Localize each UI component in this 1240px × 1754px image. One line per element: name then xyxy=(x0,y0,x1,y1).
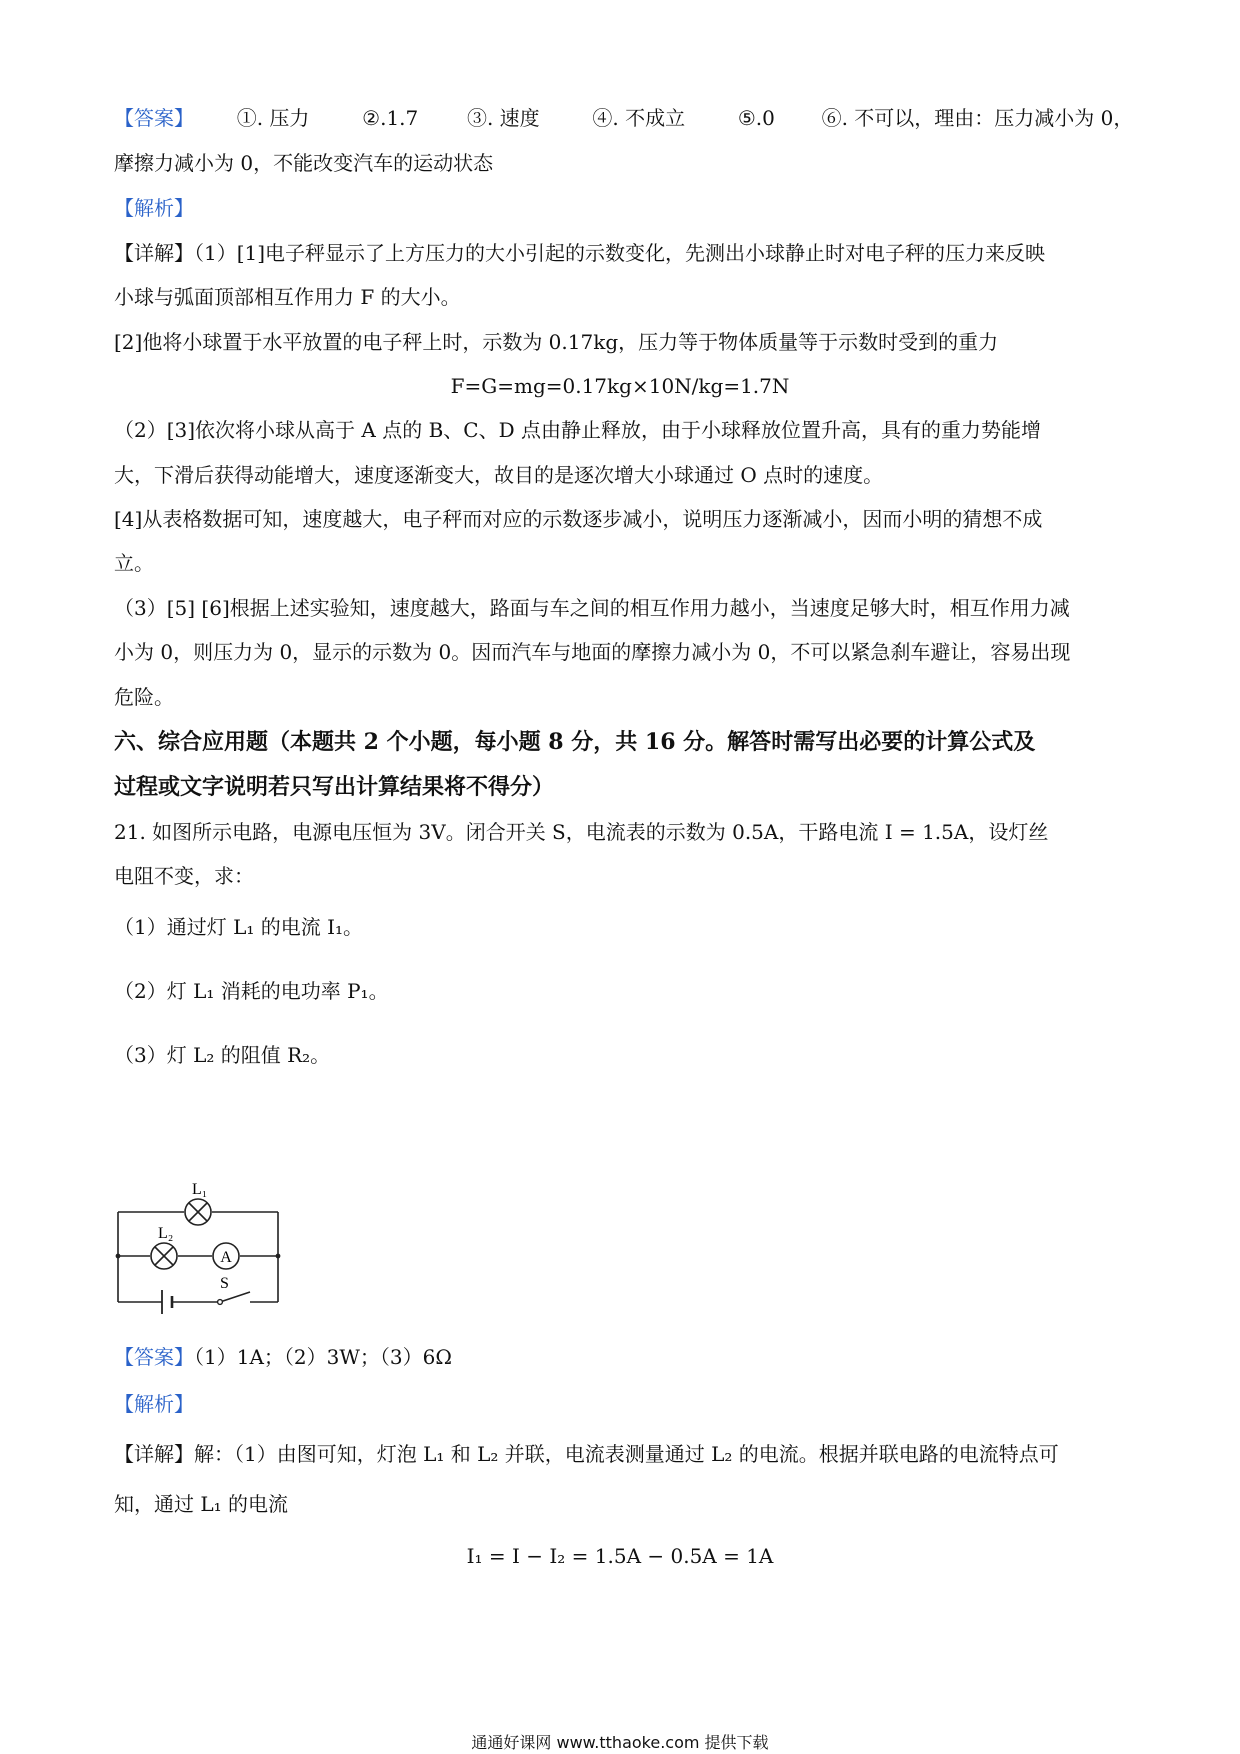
answer-item-6: ⑥. 不可以，理由：压力减小为 0， xyxy=(821,106,1134,130)
section-heading-line-2: 过程或文字说明若只写出计算结果将不得分） xyxy=(114,774,555,800)
detail-21-line-2: 知，通过 L₁ 的电流 xyxy=(114,1492,289,1516)
answer-item-1: ①. 压力 xyxy=(236,106,310,130)
detail-line-3: [2]他将小球置于水平放置的电子秤上时，示数为 0.17kg，压力等于物体质量等于示数时受到的重力 xyxy=(114,330,999,354)
detail-line-5: 大，下滑后获得动能增大，速度逐渐变大，故目的是逐次增大小球通过 O 点时的速度。 xyxy=(114,463,884,487)
answer-line xyxy=(114,106,1133,130)
section-heading-line-1: 六、综合应用题（本题共 2 个小题，每小题 8 分，共 16 分。解答时需写出必要的计算公式及 xyxy=(114,729,1036,755)
detail-21-line-1: 【详解】解：（1）由图可知，灯泡 L₁ 和 L₂ 并联，电流表测量通过 L₂ 的电流。根据并联电路的电流特点可 xyxy=(114,1442,1059,1466)
answer-21-text: （1）1A；（2）3W；（3）6Ω xyxy=(194,1345,452,1369)
detail-line-4: （2）[3]依次将小球从高于 A 点的 B、C、D 点由静止释放，由于小球释放位置升高，具有的重力势能增 xyxy=(114,418,1041,442)
detail-line-2: 小球与弧面顶部相互作用力 F 的大小。 xyxy=(114,285,461,309)
ammeter-label: A xyxy=(220,1249,232,1266)
lamp-l1-label: L₁ xyxy=(192,1181,208,1198)
lamp-l1-icon xyxy=(185,1199,211,1225)
detail-line-1: 【详解】（1）[1]电子秤显示了上方压力的大小引起的示数变化，先测出小球静止时对电子秤的压力来反映 xyxy=(114,241,1046,265)
question-21-line-1: 21. 如图所示电路，电源电压恒为 3V。闭合开关 S，电流表的示数为 0.5A，干路电流 I = 1.5A，设灯丝 xyxy=(114,820,1049,844)
page-footer: 通通好课网 www.tthaoke.com 提供下载 xyxy=(471,1733,769,1752)
current-formula: I₁ = I − I₂ = 1.5A − 0.5A = 1A xyxy=(466,1544,774,1568)
detail-line-10: 危险。 xyxy=(114,685,174,709)
lamp-l2-label: L₂ xyxy=(158,1225,174,1242)
lamp-l2-icon xyxy=(151,1243,177,1269)
gravity-formula: F=G=mg=0.17kg×10N/kg=1.7N xyxy=(450,374,790,398)
analysis-tag-21: 【解析】 xyxy=(114,1392,194,1416)
analysis-tag: 【解析】 xyxy=(114,196,194,220)
detail-line-6: [4]从表格数据可知，速度越大，电子秤而对应的示数逐步减小，说明压力逐渐减小，因而小明的猜想不成 xyxy=(114,507,1043,531)
answer-item-3: ③. 速度 xyxy=(466,106,540,130)
answer-item-2: ②.1.7 xyxy=(362,106,419,130)
sub-question-3: （3）灯 L₂ 的阻值 R₂。 xyxy=(114,1043,331,1067)
question-21-line-2: 电阻不变，求： xyxy=(114,864,254,888)
sub-question-2: （2）灯 L₁ 消耗的电功率 P₁。 xyxy=(114,979,389,1003)
detail-line-7: 立。 xyxy=(114,551,154,575)
ammeter-icon xyxy=(213,1243,239,1269)
answer-tag: 【答案】 xyxy=(114,106,194,130)
answer-item-5: ⑤.0 xyxy=(737,106,775,130)
detail-line-9: 小为 0，则压力为 0，显示的示数为 0。因而汽车与地面的摩擦力减小为 0，不可以紧急刹车避让，容易出现 xyxy=(114,640,1071,664)
circuit-diagram xyxy=(100,1170,300,1320)
answer-21-line xyxy=(114,1345,452,1369)
answer-21-tag: 【答案】 xyxy=(114,1345,194,1369)
switch-label: S xyxy=(220,1275,229,1292)
sub-question-1: （1）通过灯 L₁ 的电流 I₁。 xyxy=(114,915,364,939)
answer-continuation: 摩擦力减小为 0，不能改变汽车的运动状态 xyxy=(114,151,494,175)
answer-item-4: ④. 不成立 xyxy=(592,106,686,130)
detail-line-8: （3）[5] [6]根据上述实验知，速度越大，路面与车之间的相互作用力越小，当速度足够大时，相互作用力减 xyxy=(114,596,1070,620)
